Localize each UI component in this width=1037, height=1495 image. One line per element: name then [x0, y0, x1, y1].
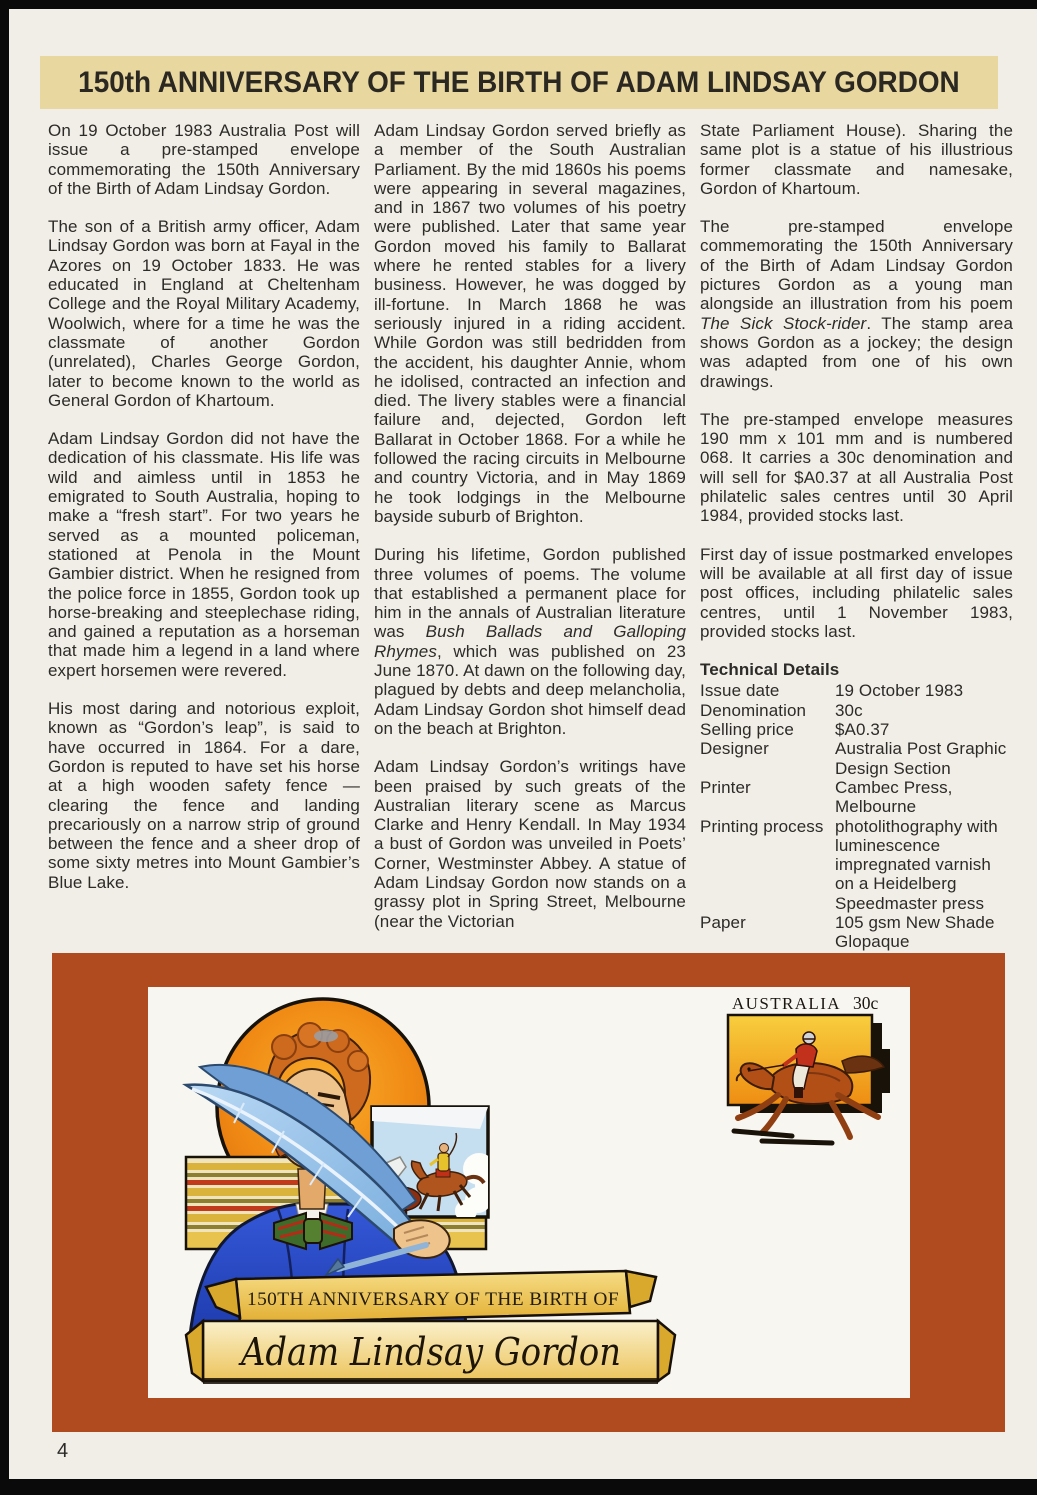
article-column-2	[374, 121, 686, 950]
tech-row-selling-price	[700, 720, 1013, 739]
tech-value: 19 October 1983	[835, 681, 964, 701]
paragraph: The son of a British army officer, Adam Lindsay Gordon was born at Fayal in the Azores on 19 October 1833. He was educated in England at Cheltenham College and the Royal Military Academy, Woolwich, where for a time he was the classmate of another Gordon (unrelated), Charles George Gordon, later to become known to the world as General Gordon of Khartoum.	[48, 217, 360, 410]
gordon-portrait-illustration	[186, 999, 675, 1384]
technical-details-heading: Technical Details	[700, 660, 840, 680]
stamp-jockey-image	[728, 1015, 890, 1143]
paragraph	[700, 217, 1013, 391]
text-run: The pre-stamped envelope commemorating the 150th Anniversary of the Birth of Adam Lindsay Gordon pictures Gordon as a young man alongside an illustration from his poem	[700, 217, 1013, 314]
tech-row-designer	[700, 739, 1013, 778]
article-column-1	[48, 121, 360, 911]
pre-stamped-envelope-image	[148, 987, 910, 1398]
article-column-3	[700, 121, 1013, 971]
paragraph: Adam Lindsay Gordon did not have the dedication of his classmate. His life was wild and aimless until in 1853 he emigrated to South Australia, hoping to make a “fresh start”. For two years he served as a mounted policeman, stationed at Penola in the Mount Gambier district. When he resigned from the police force in 1855, Gordon took up horse-breaking and steeplechase riding, and gained a reputation as a horseman that made him a legend in a land where expert horsemen were revered.	[48, 429, 360, 680]
tech-row-denomination	[700, 701, 1013, 720]
tech-value: 30c	[835, 700, 863, 720]
envelope-artwork	[148, 987, 910, 1398]
tech-label: Denomination	[700, 700, 807, 720]
tartan-bow-tie	[274, 1213, 352, 1249]
paragraph: The pre-stamped envelope measures 190 mm x 101 mm and is numbered 068. It carries a 30c denomination and will sell for $A0.37 at all Australia Post philatelic sales centres until 30 April 1984, provided stocks last.	[700, 409, 1013, 526]
tech-value: Cambec Press, Melbourne	[835, 777, 953, 817]
tech-value: photolithography with luminescence impregnated varnish on a Heidelberg Speedmaster press	[835, 816, 998, 913]
tech-label: Issue date	[700, 681, 780, 701]
ribbon-text-line1: 150TH ANNIVERSARY OF THE BIRTH OF	[247, 1289, 619, 1310]
tech-label: Printer	[700, 777, 751, 797]
paragraph: First day of issue postmarked envelopes will be available at all first day of issue post offices, including philatelic sales centres, until 1 November 1983, provided stocks last.	[700, 544, 1013, 641]
envelope-photo-frame	[52, 953, 1005, 1432]
scan-edge-left	[0, 0, 9, 1495]
tech-row-printer	[700, 778, 1013, 817]
paragraph: State Parliament House). Sharing the same plot is a statue of his illustrious former classmate and namesake, Gordon of Khartoum.	[700, 121, 1013, 198]
stamp-country-label: AUSTRALIA	[732, 994, 841, 1013]
tech-label: Printing process	[700, 816, 824, 836]
text-run: . The stamp area shows Gordon as a jockey; the design was adapted from one of his own drawings.	[700, 313, 1013, 391]
tech-value: $A0.37	[835, 720, 890, 740]
tech-value: 105 gsm New Shade Glopaque	[835, 912, 995, 952]
anniversary-ribbon	[206, 1271, 656, 1323]
page-number: 4	[57, 1440, 69, 1462]
name-ribbon	[186, 1321, 675, 1384]
text-run: , which was published on 23 June 1870. At dawn on the following day, plagued by debts and deep melancholia, Adam Lindsay Gordon shot himself dead on the beach at Brighton.	[374, 641, 686, 738]
tech-row-paper	[700, 913, 1013, 952]
paragraph: His most daring and notorious exploit, known as “Gordon’s leap”, is said to have occurred in 1864. For a dare, Gordon is reputed to have set his horse at a high wooden safety fence — clearing the fence and landing precariously on a narrow strip of ground between the fence and a sheer drop of some sixty metres into Mount Gambier’s Blue Lake.	[48, 699, 360, 892]
ribbon-text-line2: Adam Lindsay Gordon	[238, 1330, 621, 1374]
scan-edge-bottom	[0, 1479, 1037, 1495]
stamp-value-label: 30c	[853, 993, 879, 1013]
tech-label: Selling price	[700, 720, 794, 740]
paragraph: Adam Lindsay Gordon served briefly as a member of the South Australian Parliament. By the mid 1860s his poems were appearing in several magazines, and in 1867 two volumes of his poetry were published. Later that same year Gordon moved his family to Ballarat where he rented stables for a livery business. However, he was dogged by ill-fortune. In March 1868 he was seriously injured in a riding accident. While Gordon was still bedridden from the accident, his daughter Annie, whom he idolised, contracted an infection and died. The livery stables were a financial failure and, dejected, Gordon left Ballarat in October 1868. For a while he followed the racing circuits in Melbourne and country Victoria, and in May 1869 he took lodgings in the Melbourne bayside suburb of Brighton.	[374, 121, 686, 526]
tech-row-printing-process	[700, 817, 1013, 913]
technical-details	[700, 660, 1013, 971]
tech-row-issue-date	[700, 681, 1013, 700]
stamp-area	[728, 993, 890, 1143]
title-banner	[40, 56, 998, 109]
page-title: 150th ANNIVERSARY OF THE BIRTH OF ADAM LINDSAY GORDON	[78, 65, 960, 99]
text-run: During his lifetime, Gordon published three volumes of poems. The volume that established a permanent place for him in the annals of Australian literature was	[374, 545, 686, 642]
paragraph: Adam Lindsay Gordon’s writings have been praised by such greats of the Australian literary scene as Marcus Clarke and Henry Kendall. In May 1934 a bust of Gordon was unveiled in Poets’ Corner, Westminster Abbey. A statue of Adam Lindsay Gordon now stands on a grassy plot in Spring Street, Melbourne (near the Victorian	[374, 757, 686, 931]
scan-edge-top	[0, 0, 1037, 9]
poem-title-italic: The Sick Stock-rider	[700, 313, 867, 333]
tech-value: Australia Post Graphic Design Section	[835, 739, 1007, 778]
tech-label: Paper	[700, 912, 746, 932]
paragraph: On 19 October 1983 Australia Post will issue a pre-stamped envelope commemorating the 150th Anniversary of the Birth of Adam Lindsay Gordon.	[48, 121, 360, 198]
paragraph	[374, 545, 686, 738]
tech-label: Designer	[700, 739, 769, 759]
book-title-italic: Bush Ballads and Galloping Rhymes	[374, 622, 686, 661]
